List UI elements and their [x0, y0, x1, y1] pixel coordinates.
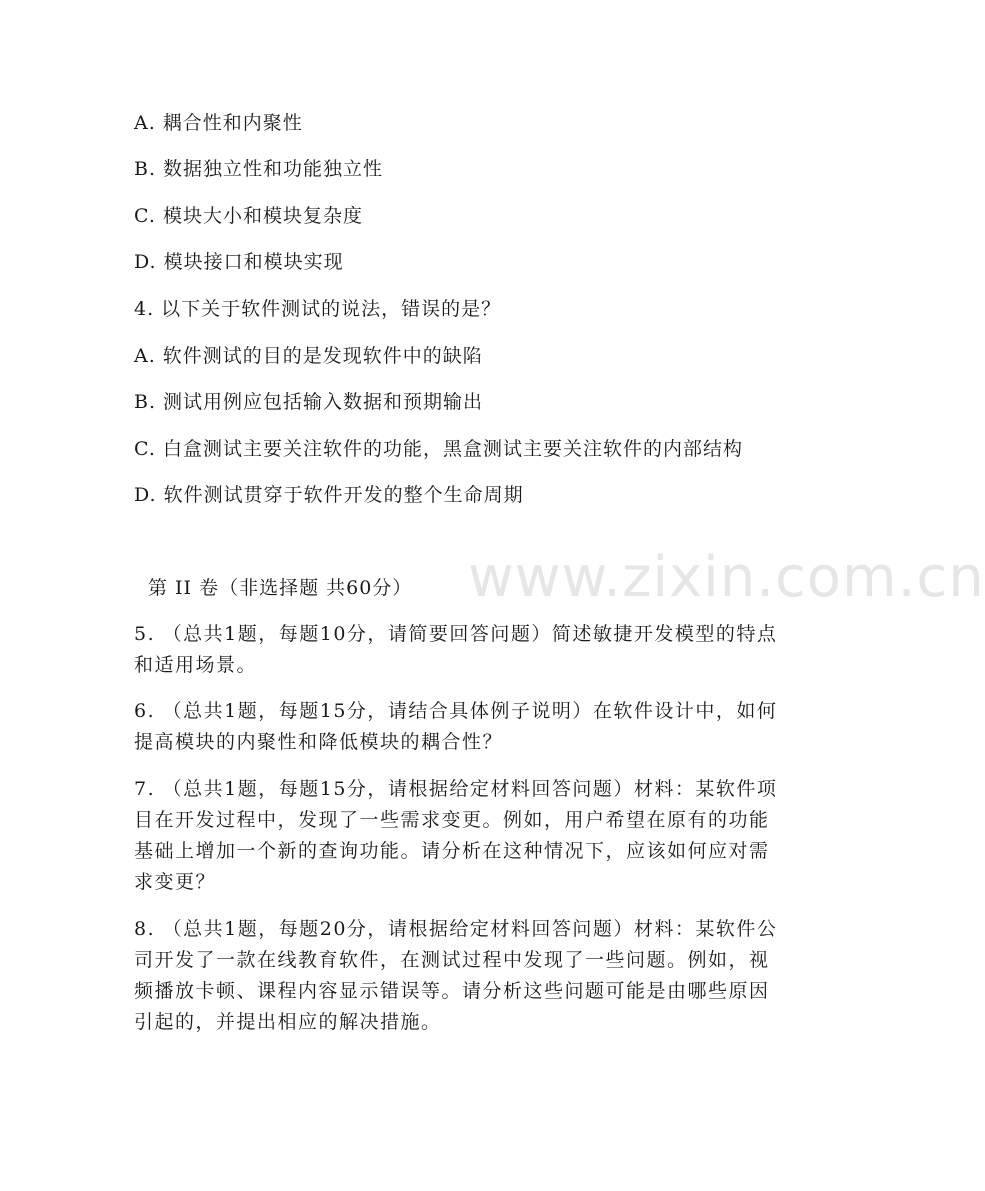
- question-8: 8. （总共1题，每题20分，请根据给定材料回答问题）材料：某软件公司开发了一款在线教育软件，在测试过程中发现了一些问题。例如，视频播放卡顿、课程内容显示错误等。请分析这些问题可能是由哪些原因引起的，并提出相应的解决措施。: [134, 918, 778, 1033]
- section-title: 第 II 卷（非选择题 共60分）: [148, 577, 413, 599]
- q3-option-c: C. 模块大小和模块复杂度: [134, 205, 363, 227]
- question-6: 6. （总共1题，每题15分，请结合具体例子说明）在软件设计中，如何提高模块的内聚性和降低模块的耦合性？: [134, 700, 778, 753]
- watermark: www.zixin.com.cn: [468, 545, 985, 610]
- q4-option-c: C. 白盒测试主要关注软件的功能，黑盒测试主要关注软件的内部结构: [134, 438, 743, 460]
- q3-option-a: A. 耦合性和内聚性: [134, 112, 303, 134]
- question-7: 7. （总共1题，每题15分，请根据给定材料回答问题）材料：某软件项目在开发过程中，发现了一些需求变更。例如，用户希望在原有的功能基础上增加一个新的查询功能。请分析在这种情况下，应该如何应对需求变更？: [134, 778, 778, 893]
- q3-option-d: D. 模块接口和模块实现: [134, 251, 344, 273]
- q4-question: 4. 以下关于软件测试的说法，错误的是？: [134, 298, 502, 320]
- question-5: 5. （总共1题，每题10分，请简要回答问题）简述敏捷开发模型的特点和适用场景。: [134, 623, 778, 676]
- q4-option-d: D. 软件测试贯穿于软件开发的整个生命周期: [134, 484, 524, 506]
- q3-option-b: B. 数据独立性和功能独立性: [134, 158, 384, 180]
- q4-option-a: A. 软件测试的目的是发现软件中的缺陷: [134, 345, 483, 367]
- q4-option-b: B. 测试用例应包括输入数据和预期输出: [134, 391, 484, 413]
